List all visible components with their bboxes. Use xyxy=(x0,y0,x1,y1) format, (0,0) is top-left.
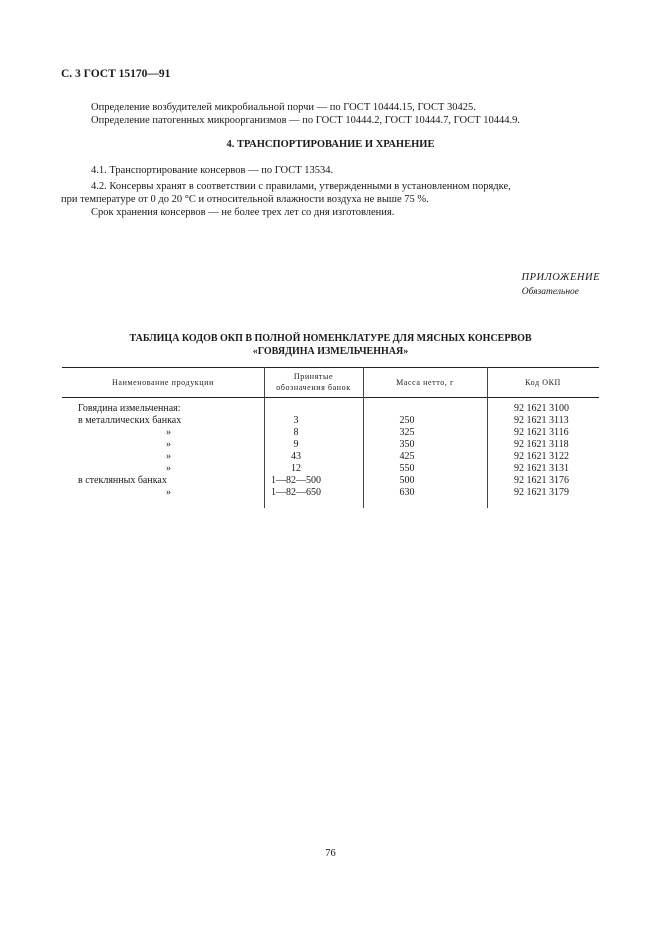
paragraph-spoilage: Определение возбудителей микробиальной порчи — по ГОСТ 10444.15, ГОСТ 30425. xyxy=(91,102,476,113)
header-name: Наименование продукции xyxy=(112,378,214,387)
appendix-label: ПРИЛОЖЕНИЕ xyxy=(521,272,600,283)
section-title: 4. ТРАНСПОРТИРОВАНИЕ И ХРАНЕНИЕ xyxy=(226,139,435,150)
cell-obz: 12 xyxy=(291,463,301,474)
table-title-line1: ТАБЛИЦА КОДОВ ОКП В ПОЛНОЙ НОМЕНКЛАТУРЕ ДЛЯ МЯСНЫХ КОНСЕРВОВ xyxy=(129,333,532,344)
cell-kod: 92 1621 3122 xyxy=(514,451,569,462)
cell-name: » xyxy=(166,439,171,450)
cell-name: » xyxy=(166,487,171,498)
paragraph-shelf-life: Срок хранения консервов — не более трех лет со дня изготовления. xyxy=(91,207,395,218)
cell-kod: 92 1621 3131 xyxy=(514,463,569,474)
paragraph-storage-line1: 4.2. Консервы хранят в соответствии с правилами, утвержденными в установленном порядке, xyxy=(91,181,511,192)
paragraph-storage-line2: при температуре от 0 до 20 °С и относительной влажности воздуха не выше 75 %. xyxy=(61,194,429,205)
cell-obz: 1—82—650 xyxy=(271,487,321,498)
cell-mass: 325 xyxy=(399,427,415,438)
cell-kod: 92 1621 3113 xyxy=(514,415,569,426)
cell-name: » xyxy=(166,427,171,438)
cell-name: » xyxy=(166,451,171,462)
cell-mass: 500 xyxy=(399,475,415,486)
cell-mass: 250 xyxy=(399,415,415,426)
cell-mass: 630 xyxy=(399,487,415,498)
cell-kod: 92 1621 3116 xyxy=(514,427,569,438)
cell-kod: 92 1621 3179 xyxy=(514,487,569,498)
table-divider-2 xyxy=(363,367,364,508)
cell-mass: 350 xyxy=(399,439,415,450)
cell-obz: 1—82—500 xyxy=(271,475,321,486)
table-header-rule xyxy=(62,397,599,398)
cell-name: » xyxy=(166,463,171,474)
cell-name: в стеклянных банках xyxy=(78,475,167,486)
page-header: С. 3 ГОСТ 15170—91 xyxy=(61,68,171,80)
page-number: 76 xyxy=(325,848,336,859)
table-title-line2: «ГОВЯДИНА ИЗМЕЛЬЧЕННАЯ» xyxy=(252,346,409,357)
cell-name: Говядина измельченная: xyxy=(78,403,181,414)
cell-obz: 3 xyxy=(293,415,299,426)
cell-name: в металлических банках xyxy=(78,415,182,426)
cell-mass: 425 xyxy=(399,451,415,462)
paragraph-transport: 4.1. Транспортирование консервов — по ГОСТ 13534. xyxy=(91,165,334,176)
cell-mass: 550 xyxy=(399,463,415,474)
header-obz-line2: обозначения банок xyxy=(276,383,351,392)
table-top-rule xyxy=(62,367,599,368)
cell-obz: 9 xyxy=(293,439,299,450)
cell-obz: 8 xyxy=(293,427,299,438)
header-obz-line1: Принятые xyxy=(293,372,334,381)
header-kod: Код ОКП xyxy=(525,378,561,387)
cell-kod: 92 1621 3176 xyxy=(514,475,569,486)
paragraph-pathogens: Определение патогенных микроорганизмов — по ГОСТ 10444.2, ГОСТ 10444.7, ГОСТ 10444.9. xyxy=(91,115,520,126)
header-mass: Масса нетто, г xyxy=(396,378,454,387)
cell-kod: 92 1621 3118 xyxy=(514,439,569,450)
cell-obz: 43 xyxy=(291,451,301,462)
table-divider-3 xyxy=(487,367,488,508)
appendix-note: Обязательное xyxy=(521,287,579,297)
cell-kod: 92 1621 3100 xyxy=(514,403,569,414)
